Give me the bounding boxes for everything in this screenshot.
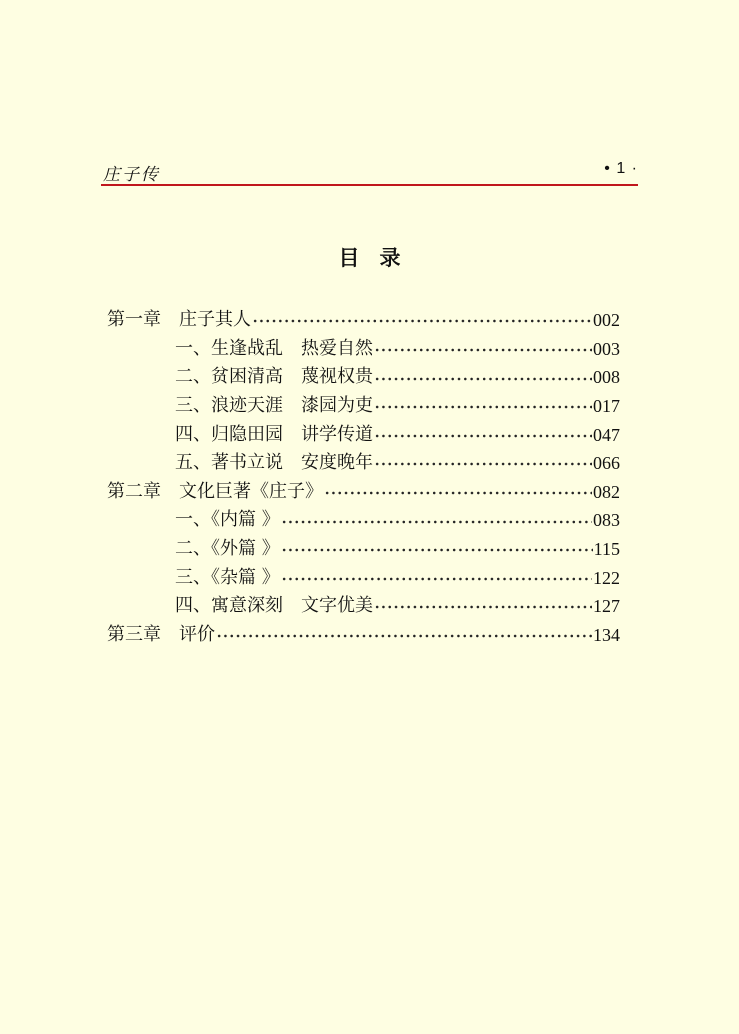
toc-entry-title: 一、生逢战乱 热爱自然 <box>175 337 373 359</box>
toc-entry-title: 三、《杂篇 》 <box>175 566 280 588</box>
toc-section-entry[interactable] <box>107 449 620 478</box>
toc-entry-page: 127 <box>593 596 620 617</box>
toc-entry-title: 二、贫困清高 蔑视权贵 <box>175 366 373 388</box>
toc-dot-leader <box>374 392 592 421</box>
toc-section-entry[interactable] <box>107 392 620 421</box>
toc-entry-page: 134 <box>593 624 620 645</box>
toc-entry-title: 第三章 评价 <box>107 623 215 645</box>
toc-entry-page: 008 <box>593 367 620 388</box>
toc-section-entry[interactable] <box>107 535 620 564</box>
toc-entry-title: 第一章 庄子其人 <box>107 309 251 331</box>
book-title: 庄子传 <box>103 165 160 185</box>
toc-section-entry[interactable] <box>107 420 620 449</box>
table-of-contents <box>107 306 620 649</box>
toc-entry-page: 003 <box>593 338 620 359</box>
toc-entry-title: 四、寓意深刻 文字优美 <box>175 595 373 617</box>
toc-entry-page: 017 <box>593 396 620 417</box>
toc-entry-title: 第二章 文化巨著《庄子》 <box>107 480 323 502</box>
toc-entry-title: 三、浪迹天涯 漆园为吏 <box>175 395 373 417</box>
toc-dot-leader <box>324 478 592 507</box>
toc-dot-leader <box>374 592 592 621</box>
toc-dot-leader <box>281 506 592 535</box>
toc-heading: 目录 <box>338 246 421 270</box>
toc-entry-title: 五、著书立说 安度晚年 <box>175 452 373 474</box>
toc-section-entry[interactable] <box>107 335 620 364</box>
toc-entry-page: 083 <box>593 510 620 531</box>
toc-section-entry[interactable] <box>107 363 620 392</box>
toc-dot-leader <box>216 621 592 650</box>
toc-dot-leader <box>374 363 592 392</box>
toc-section-entry[interactable] <box>107 592 620 621</box>
toc-section-entry[interactable] <box>107 563 620 592</box>
toc-chapter-entry[interactable] <box>107 478 620 507</box>
toc-dot-leader <box>374 449 592 478</box>
running-header <box>101 158 638 186</box>
toc-entry-page: 115 <box>593 539 620 560</box>
toc-entry-title: 四、归隐田园 讲学传道 <box>175 423 373 445</box>
toc-chapter-entry[interactable] <box>107 306 620 335</box>
toc-dot-leader <box>374 420 592 449</box>
toc-dot-leader <box>374 335 592 364</box>
toc-entry-page: 002 <box>593 310 620 331</box>
toc-chapter-entry[interactable] <box>107 621 620 650</box>
toc-entry-page: 047 <box>593 424 620 445</box>
toc-dot-leader <box>281 535 593 564</box>
toc-entry-title: 一、《内篇 》 <box>175 509 280 531</box>
toc-entry-page: 066 <box>593 453 620 474</box>
toc-dot-leader <box>252 306 592 335</box>
toc-entry-page: 082 <box>593 481 620 502</box>
page-number: • 1 · <box>604 160 638 177</box>
toc-entry-page: 122 <box>593 567 620 588</box>
toc-dot-leader <box>281 563 592 592</box>
toc-section-entry[interactable] <box>107 506 620 535</box>
toc-entry-title: 二、《外篇 》 <box>175 538 280 560</box>
